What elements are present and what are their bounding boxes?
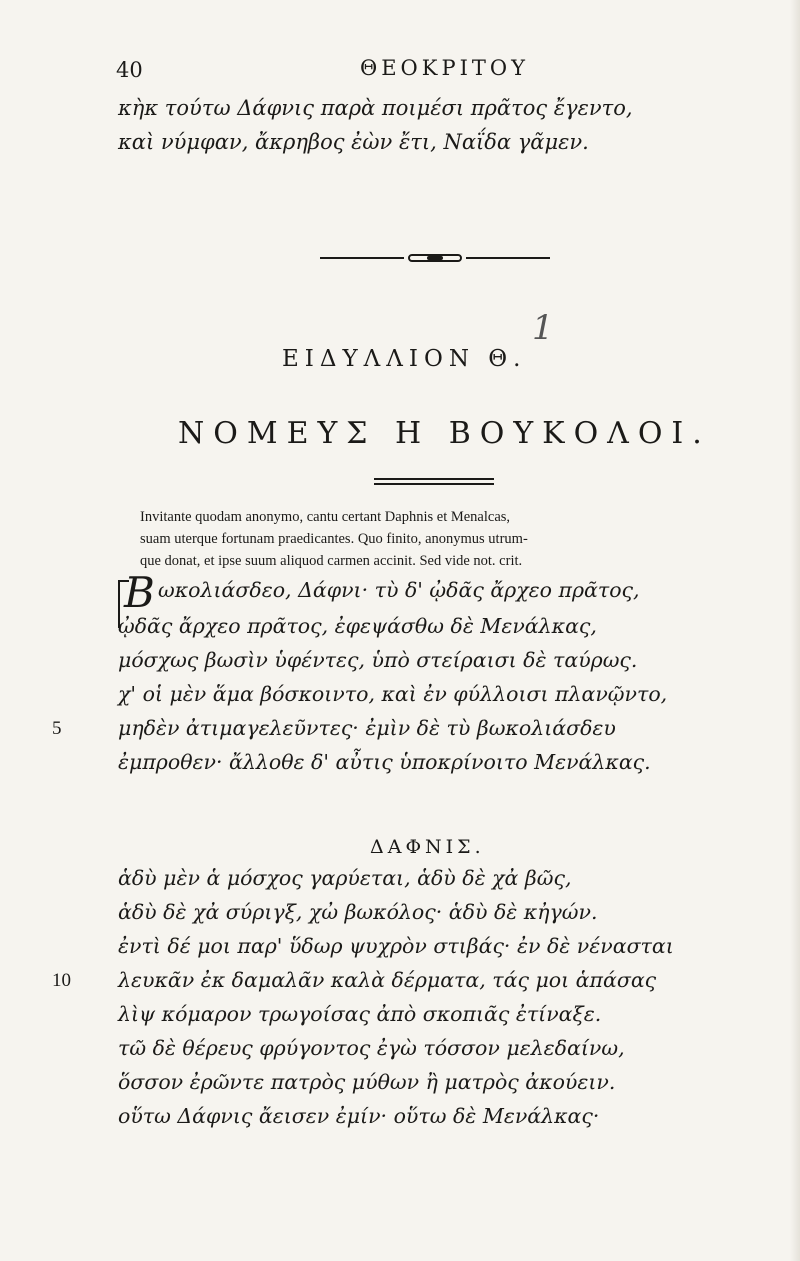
verse-line: κὴκ τούτω Δάφνις παρὰ ποιμέσι πρᾶτος ἔγεντο,	[118, 96, 633, 120]
idyll-number-title: ΕΙΔΥΛΛΙΟΝ Θ.	[282, 346, 527, 372]
speaker-heading: ΔΑΦΝΙΣ.	[370, 836, 485, 858]
verse-line: ἁδὺ μὲν ἁ μόσχος γαρύεται, ἁδὺ δὲ χἀ βῶς,	[118, 866, 572, 890]
verse-line: μόσχως βωσὶν ὑφέντες, ὑπὸ στείραισι δὲ ταύρως.	[118, 648, 638, 672]
verse-line: ἐντὶ δέ μοι παρ' ὕδωρ ψυχρὸν στιβάς· ἐν δὲ νένασται	[118, 934, 674, 958]
argument-line: suam uterque fortunam praedicantes. Quo finito, anonymus utrum-	[140, 531, 528, 547]
verse-line: ᾠδᾶς ἄρχεο πρᾶτος, ἐφεψάσθω δὲ Μενάλκας,	[118, 614, 597, 638]
page-edge-shadow	[790, 0, 800, 1261]
verse-line: χ' οἱ μὲν ἅμα βόσκοιντο, καὶ ἐν φύλλοισι πλανῷντο,	[118, 682, 668, 706]
line-number: 5	[52, 718, 62, 739]
title-rule	[374, 478, 494, 480]
argument-line: que donat, et ipse suum aliquod carmen accinit. Sed vide not. crit.	[140, 553, 523, 569]
verse-line: μηδὲν ἀτιμαγελεῦντες· ἐμὶν δὲ τὺ βωκολιάσδευ	[118, 716, 616, 740]
verse-line: λευκᾶν ἐκ δαμαλᾶν καλὰ δέρματα, τάς μοι ἁπάσας	[118, 968, 657, 992]
running-title: ΘΕΟΚΡΙΤΟΥ	[360, 56, 529, 80]
verse-line: καὶ νύμφαν, ἄκρηβος ἐὼν ἔτι, Ναΐδα γᾶμεν.	[118, 130, 589, 154]
verse-line: λὶψ κόμαρον τρωγοίσας ἀπὸ σκοπιᾶς ἐτίναξε.	[118, 1002, 602, 1026]
idyll-main-title: ΝΟΜΕΥΣ Η ΒΟΥΚΟΛΟΙ.	[178, 416, 711, 451]
verse-line: ωκολιάσδεο, Δάφνι· τὺ δ' ᾠδᾶς ἄρχεο πρᾶτος,	[158, 578, 640, 602]
verse-line: ἐμπροθεν· ἄλλοθε δ' αὖτις ὑποκρίνοιτο Μενάλκας.	[118, 750, 651, 774]
verse-line: τῶ δὲ θέρευς φρύγοντος ἐγὼ τόσσον μελεδαίνω,	[118, 1036, 625, 1060]
decorative-rule-ornament-icon	[320, 254, 550, 262]
line-number: 10	[52, 970, 71, 991]
title-rule	[374, 483, 494, 485]
verse-line: ὅσσον ἐρῶντε πατρὸς μύθων ἢ ματρὸς ἀκούειν.	[118, 1070, 616, 1094]
handwritten-mark: 1	[532, 308, 554, 348]
latin-argument	[140, 506, 780, 572]
verse-line: ἁδὺ δὲ χἀ σύριγξ, χὠ βωκόλος· ἁδὺ δὲ κἠγών.	[118, 900, 598, 924]
drop-cap: Β	[124, 568, 155, 617]
argument-line: Invitante quodam anonymo, cantu certant Daphnis et Menalcas,	[140, 509, 511, 525]
verse-line: οὕτω Δάφνις ἄεισεν ἐμίν· οὕτω δὲ Μενάλκας·	[118, 1104, 600, 1128]
page-number: 40	[116, 58, 143, 82]
